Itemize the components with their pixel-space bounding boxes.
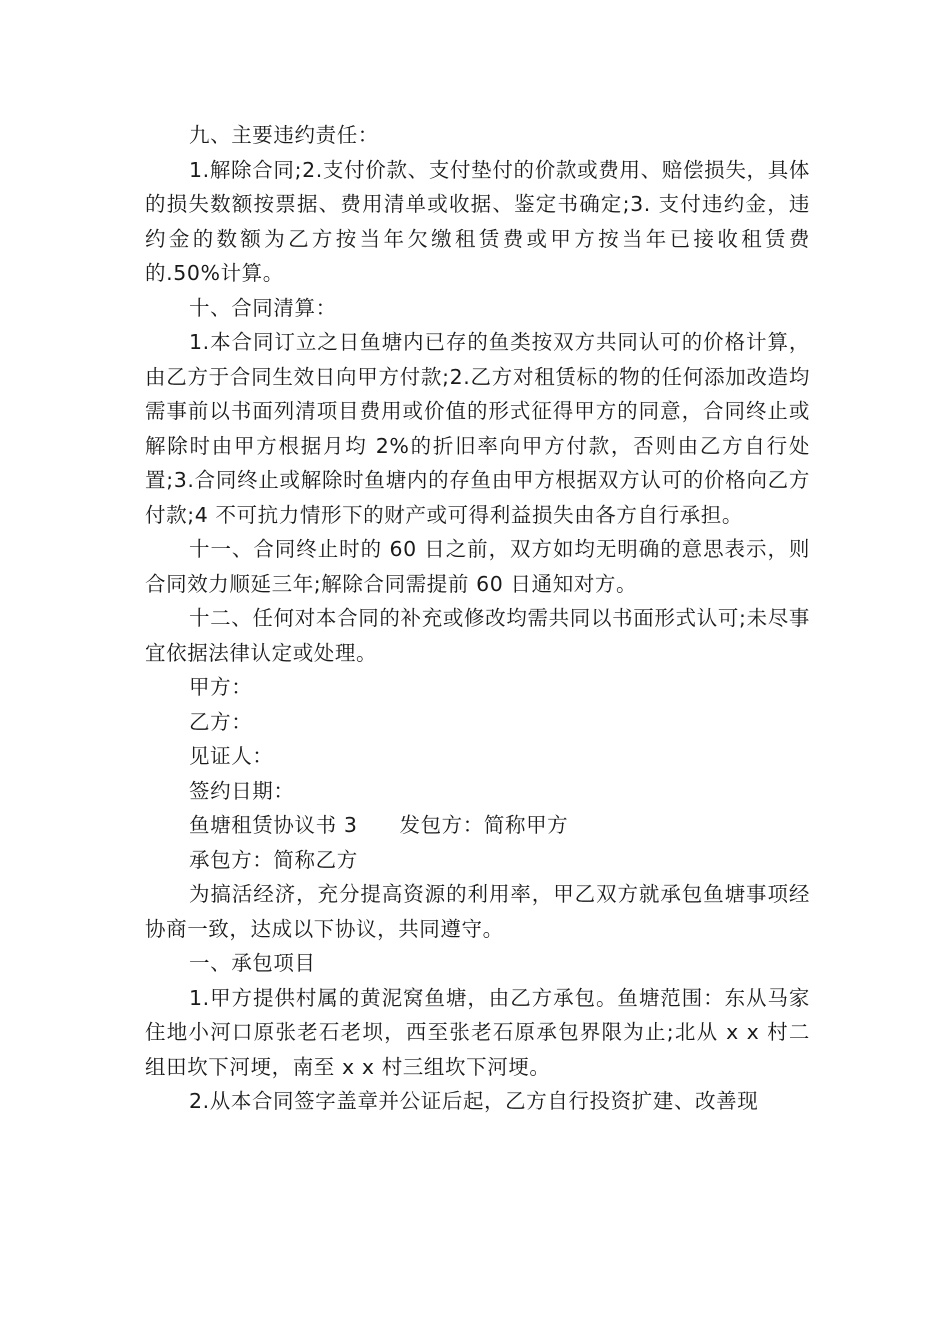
contractor-label: 承包方：简称乙方 bbox=[189, 847, 358, 872]
agreement-preamble: 为搞活经济，充分提高资源的利用率，甲乙双方就承包鱼塘事项经协商一致，达成以下协议，共同遵守。 bbox=[145, 882, 810, 941]
section-heading-breach: 九、主要违约责任： bbox=[189, 123, 379, 147]
project-item-1: 1.甲方提供村属的黄泥窝鱼塘，由乙方承包。鱼塘范围：东从马家住地小河口原张老石老坝，西至张老石原承包界限为止;北从 x x 村二组田坎下河埂，南至 x x 村三组坎下河埂。 bbox=[145, 985, 810, 1079]
settlement-clause: 1.本合同订立之日鱼塘内已存的鱼类按双方共同认可的价格计算，由乙方于合同生效日向甲方付款;2.乙方对租赁标的物的任何添加改造均需事前以书面列清项目费用或价值的形式征得甲方的同意，合同终止或解除时由甲方根据月均 2%的折旧率向甲方付款，否则由乙方自行处置;3.合同终止或解除时鱼塘内的存鱼由甲方根据双方认可的价格向乙方付款;4 不可抗力情形下的财产或可得利益损失由各方自行承担。 bbox=[145, 330, 810, 527]
project-item-2: 2.从本合同签字盖章并公证后起，乙方自行投资扩建、改善现 bbox=[189, 1089, 759, 1113]
agreement-title-line bbox=[145, 808, 810, 843]
termination-clause: 十一、合同终止时的 60 日之前，双方如均无明确的意思表示，则合同效力顺延三年;解除合同需提前 60 日通知对方。 bbox=[145, 537, 810, 596]
signature-witness: 见证人： bbox=[189, 744, 274, 768]
breach-clause: 1.解除合同;2.支付价款、支付垫付的价款或费用、赔偿损失，具体的损失数额按票据、费用清单或收据、鉴定书确定;3. 支付违约金，违约金的数额为乙方按当年欠缴租赁费或甲方按当年已接收租赁费的.50%计算。 bbox=[145, 157, 810, 285]
signature-party-a: 甲方： bbox=[189, 675, 253, 699]
signature-date: 签约日期： bbox=[189, 778, 295, 803]
issuer-label: 发包方：简称甲方 bbox=[399, 813, 569, 837]
signature-party-b: 乙方： bbox=[189, 709, 253, 734]
section-heading-project: 一、承包项目 bbox=[189, 951, 316, 975]
agreement-title: 鱼塘租赁协议书 3 bbox=[189, 813, 358, 837]
section-heading-settlement: 十、合同清算： bbox=[189, 295, 337, 320]
amendment-clause: 十二、任何对本合同的补充或修改均需共同以书面形式认可;未尽事宜依据法律认定或处理。 bbox=[145, 606, 810, 665]
document-body bbox=[145, 118, 810, 1119]
